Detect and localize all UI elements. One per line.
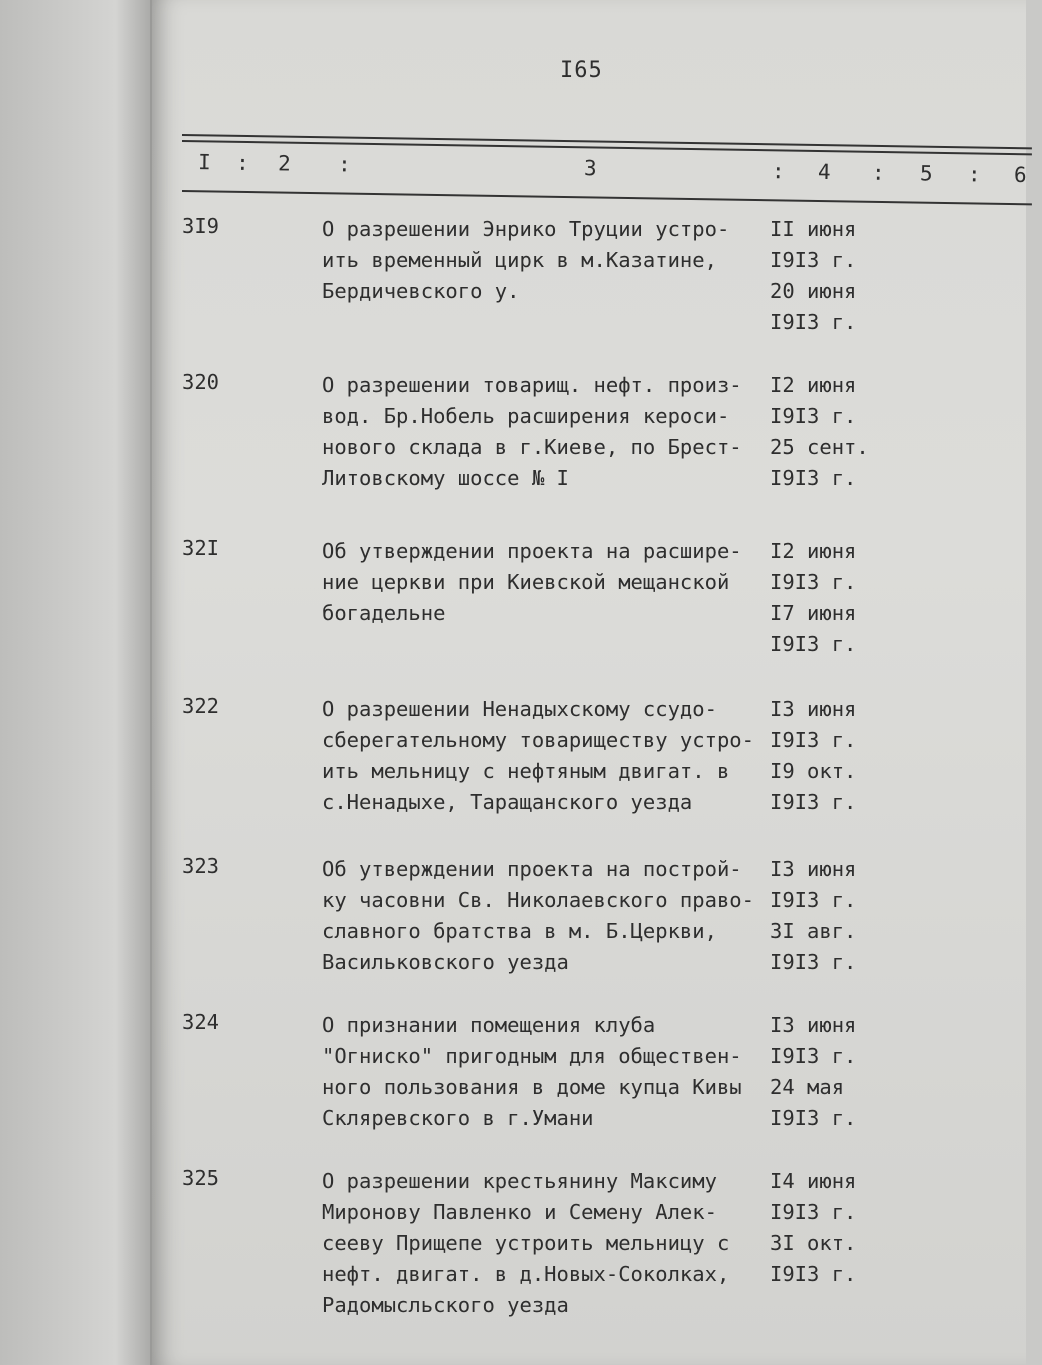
description-line: ить мельницу с нефтяным двигат. в	[322, 759, 730, 783]
description-line: славного братства в м. Б.Церкви,	[322, 919, 717, 943]
entry-dates	[770, 214, 890, 338]
entry-dates	[770, 370, 890, 494]
description-line: О разрешении Энрико Труции устро-	[322, 217, 730, 241]
date-line: I9I3 г.	[770, 310, 857, 334]
entry-description	[322, 854, 767, 978]
date-line: I2 июня	[770, 373, 857, 397]
entry-dates	[770, 1166, 890, 1290]
date-line: II июня	[770, 217, 857, 241]
column-header: 4	[817, 159, 831, 185]
date-line: 20 июня	[770, 279, 857, 303]
description-line: вод. Бр.Нобель расширения кероси-	[322, 404, 730, 428]
entry-description	[322, 1010, 767, 1134]
description-line: О разрешении Ненадыхскому ссудо-	[322, 697, 717, 721]
entry-number: 322	[182, 694, 220, 718]
date-line: I9I3 г.	[770, 1200, 857, 1224]
entry-number: 320	[182, 370, 220, 394]
date-line: I9 окт.	[770, 759, 857, 783]
entry-description	[322, 1166, 767, 1321]
column-separator: :	[337, 152, 351, 177]
entry-dates	[770, 694, 890, 818]
column-header: 6	[1013, 162, 1027, 188]
description-line: Об утверждении проекта на расшире-	[322, 539, 742, 563]
entry-dates	[770, 854, 890, 978]
date-line: I2 июня	[770, 539, 857, 563]
date-line: 24 мая	[770, 1075, 845, 1099]
date-line: I9I3 г.	[770, 248, 857, 272]
column-separator: :	[771, 159, 785, 184]
date-line: I4 июня	[770, 1169, 857, 1193]
date-line: 25 сент.	[770, 435, 869, 459]
description-line: Радомысльского уезда	[322, 1293, 569, 1317]
description-line: ние церкви при Киевской мещанской	[322, 570, 730, 594]
entry-description	[322, 694, 767, 818]
entry-description	[322, 370, 767, 494]
entry-description	[322, 536, 767, 629]
date-line: I9I3 г.	[770, 790, 857, 814]
description-line: с.Ненадыхе, Таращанского уезда	[322, 790, 693, 814]
date-line: I3 июня	[770, 1013, 857, 1037]
description-line: Васильковского уезда	[322, 950, 569, 974]
description-line: богадельне	[322, 601, 446, 625]
description-line: нефт. двигат. в д.Новых-Соколках,	[322, 1262, 730, 1286]
column-separator: :	[967, 162, 981, 187]
date-line: I3 июня	[770, 697, 857, 721]
description-line: ить временный цирк в м.Казатине,	[322, 248, 717, 272]
date-line: I9I3 г.	[770, 570, 857, 594]
entry-number: 32I	[182, 536, 220, 560]
entry-dates	[770, 1010, 890, 1134]
entry-number: 324	[182, 1010, 220, 1034]
description-line: "Огниско" пригодным для обществен-	[322, 1044, 742, 1068]
date-line: I9I3 г.	[770, 404, 857, 428]
document-page	[150, 0, 1026, 1365]
column-header: 2	[277, 151, 291, 176]
description-line: Об утверждении проекта на построй-	[322, 857, 742, 881]
date-line: I9I3 г.	[770, 728, 857, 752]
date-line: I9I3 г.	[770, 950, 857, 974]
left-page-edge	[0, 0, 165, 1365]
date-line: I9I3 г.	[770, 1106, 857, 1130]
description-line: нового склада в г.Киеве, по Брест-	[322, 435, 742, 459]
description-line: ного пользования в доме купца Кивы	[322, 1075, 742, 1099]
entry-number: 3I9	[182, 214, 220, 238]
date-line: 3I окт.	[770, 1231, 857, 1255]
description-line: О разрешении товарищ. нефт. произ-	[322, 373, 742, 397]
description-line: сееву Прищепе устроить мельницу с	[322, 1231, 730, 1255]
date-line: I9I3 г.	[770, 466, 857, 490]
date-line: I9I3 г.	[770, 1044, 857, 1068]
column-header: I	[197, 150, 211, 175]
description-line: Скляревского в г.Умани	[322, 1106, 594, 1130]
date-line: I9I3 г.	[770, 1262, 857, 1286]
description-line: Литовскому шоссе № I	[322, 466, 569, 490]
entry-number: 325	[182, 1166, 220, 1190]
description-line: О разрешении крестьянину Максиму	[322, 1169, 717, 1193]
entry-number: 323	[182, 854, 220, 878]
description-line: ку часовни Св. Николаевского право-	[322, 888, 754, 912]
description-line: Миронову Павленко и Семену Алек-	[322, 1200, 717, 1224]
entry-dates	[770, 536, 890, 660]
date-line: I9I3 г.	[770, 888, 857, 912]
description-line: О признании помещения клуба	[322, 1013, 656, 1037]
description-line: Бердичевского у.	[322, 279, 520, 303]
date-line: I9I3 г.	[770, 632, 857, 656]
date-line: I3 июня	[770, 857, 857, 881]
column-header: 5	[919, 161, 933, 186]
column-header: 3	[583, 156, 597, 181]
entry-description	[322, 214, 767, 307]
date-line: I7 июня	[770, 601, 857, 625]
page-number: I65	[560, 58, 603, 83]
column-separator: :	[871, 160, 885, 185]
date-line: 3I авг.	[770, 919, 857, 943]
column-separator: :	[235, 150, 249, 175]
description-line: сберегательному товариществу устро-	[322, 728, 754, 752]
bleed-through-text	[0, 0, 160, 1365]
